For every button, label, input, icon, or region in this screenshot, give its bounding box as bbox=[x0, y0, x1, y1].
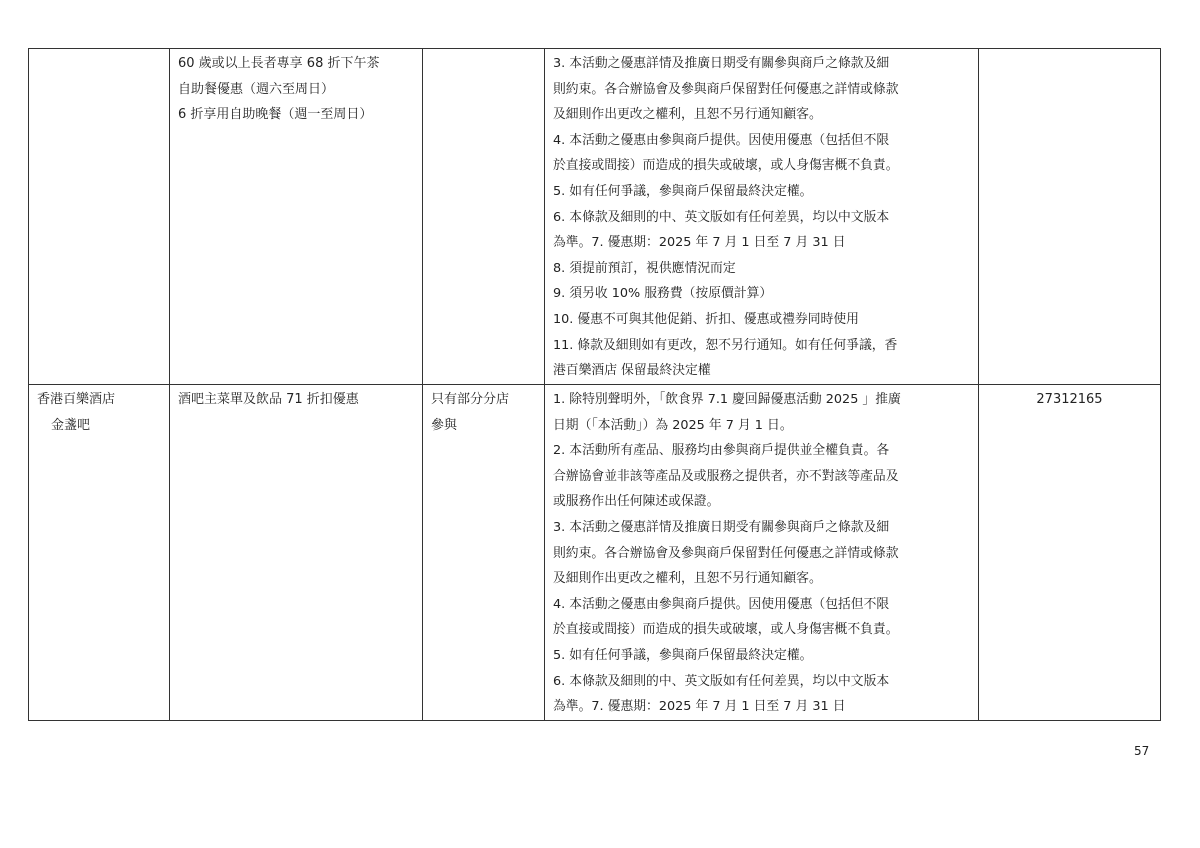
terms-line: 港百樂酒店 保留最終決定權 bbox=[553, 363, 711, 379]
terms-line: 合辦協會並非該等產品及或服務之提供者，亦不對該等產品及 bbox=[553, 468, 899, 484]
terms-line: 5. 如有任何爭議，參與商戶保留最終決定權。 bbox=[553, 647, 813, 663]
offer-line: 自助餐優惠（週六至周日） bbox=[178, 81, 335, 97]
merchant-name: 香港百樂酒店 bbox=[37, 392, 116, 407]
terms-line: 則約束。各合辦協會及參與商戶保留對任何優惠之詳情或條款 bbox=[553, 81, 899, 97]
terms-line: 於直接或間接）而造成的損失或破壞，或人身傷害概不負責。 bbox=[553, 158, 899, 174]
terms-line: 1. 除特別聲明外，「飲食界 7.1 慶回歸優惠活動 2025 」推廣 bbox=[553, 392, 901, 407]
terms-line: 10. 優惠不可與其他促銷、折扣、優惠或禮券同時使用 bbox=[553, 311, 859, 327]
offer-line: 6 折享用自助晚餐（週一至周日） bbox=[178, 107, 373, 123]
terms-line: 4. 本活動之優惠由參與商戶提供。因使用優惠（包括但不限 bbox=[553, 596, 890, 612]
terms-line: 9. 須另收 10% 服務費（按原價計算） bbox=[553, 286, 773, 302]
terms-line: 3. 本活動之優惠詳情及推廣日期受有關參與商戶之條款及細 bbox=[553, 56, 890, 71]
page-number: 57 bbox=[1134, 744, 1150, 758]
terms-line: 6. 本條款及細則的中、英文版如有任何差異，均以中文版本 bbox=[553, 209, 890, 225]
terms-line: 為準。7. 優惠期：2025 年 7 月 1 日至 7 月 31 日 bbox=[553, 235, 846, 251]
terms-line: 為準。7. 優惠期：2025 年 7 月 1 日至 7 月 31 日 bbox=[553, 699, 846, 715]
table-row bbox=[29, 49, 1161, 385]
offer-cell bbox=[170, 385, 423, 721]
merchant-cell bbox=[29, 385, 170, 721]
offers-table bbox=[28, 48, 1161, 721]
phone-cell bbox=[979, 49, 1161, 385]
merchant-cell bbox=[29, 49, 170, 385]
offer-line: 酒吧主菜單及飲品 71 折扣優惠 bbox=[178, 392, 359, 407]
terms-line: 日期（「本活動」）為 2025 年 7 月 1 日。 bbox=[553, 417, 793, 433]
terms-line: 於直接或間接）而造成的損失或破壞，或人身傷害概不負責。 bbox=[553, 622, 899, 638]
participation-line: 參與 bbox=[431, 417, 458, 433]
merchant-outlet: 金盞吧 bbox=[51, 417, 91, 433]
offer-cell bbox=[170, 49, 423, 385]
terms-line: 8. 須提前預訂，視供應情況而定 bbox=[553, 260, 736, 276]
terms-cell bbox=[545, 385, 979, 721]
terms-line: 及細則作出更改之權利，且恕不另行通知顧客。 bbox=[553, 107, 822, 123]
terms-line: 2. 本活動所有產品、服務均由參與商戶提供並全權負責。各 bbox=[553, 443, 890, 459]
participation-line: 只有部分分店 bbox=[431, 392, 510, 407]
terms-line: 11. 條款及細則如有更改，恕不另行通知。如有任何爭議，香 bbox=[553, 337, 898, 353]
table-row bbox=[29, 385, 1161, 721]
terms-line: 及細則作出更改之權利，且恕不另行通知顧客。 bbox=[553, 571, 822, 587]
terms-line: 5. 如有任何爭議，參與商戶保留最終決定權。 bbox=[553, 183, 813, 199]
offer-line: 60 歲或以上長者專享 68 折下午茶 bbox=[178, 56, 380, 71]
participation-cell bbox=[423, 385, 545, 721]
terms-line: 4. 本活動之優惠由參與商戶提供。因使用優惠（包括但不限 bbox=[553, 132, 890, 148]
terms-line: 則約束。各合辦協會及參與商戶保留對任何優惠之詳情或條款 bbox=[553, 545, 899, 561]
terms-line: 或服務作出任何陳述或保證。 bbox=[553, 494, 720, 510]
phone-cell: 27312165 bbox=[979, 385, 1161, 721]
participation-cell bbox=[423, 49, 545, 385]
terms-line: 3. 本活動之優惠詳情及推廣日期受有關參與商戶之條款及細 bbox=[553, 519, 890, 535]
terms-line: 6. 本條款及細則的中、英文版如有任何差異，均以中文版本 bbox=[553, 673, 890, 689]
offers-table-body bbox=[29, 49, 1161, 721]
terms-cell bbox=[545, 49, 979, 385]
